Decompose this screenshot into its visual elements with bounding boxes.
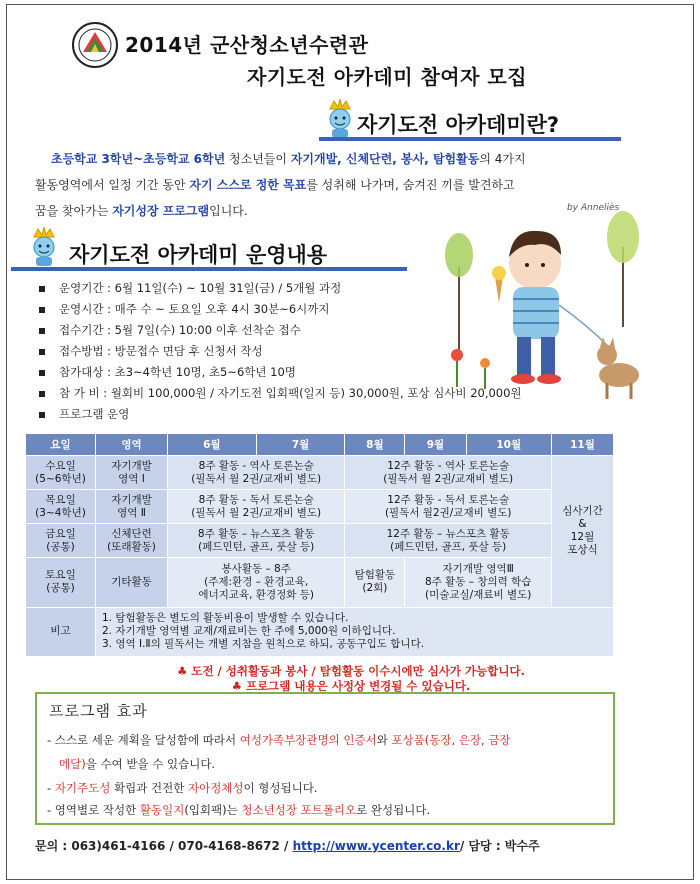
bullet-icon bbox=[39, 307, 45, 313]
effects-line-2: 메달)을 수여 받을 수 있습니다. bbox=[59, 757, 216, 771]
header-november: 11월 bbox=[552, 434, 614, 456]
row-area: 자기개발 영역 Ⅱ bbox=[96, 490, 168, 524]
effects-line-3: - 자기주도성 확립과 건전한 자아정체성이 형성됩니다. bbox=[47, 781, 318, 795]
intro-heading: 자기도전 아카데미란? bbox=[357, 113, 560, 137]
effects-line-4: - 영역별로 작성한 활동일지(입회팩)는 청소년성장 포트폴리오로 완성됩니다. bbox=[47, 803, 431, 817]
contact-info: 문의 : 063)461-4166 / 070-4168-8672 / http://www.ycenter.co.kr/ 담당 : 박수주 bbox=[35, 839, 540, 853]
note-line: 1. 탐험활동은 별도의 활동비용이 발생할 수 있습니다. bbox=[102, 612, 349, 625]
row-day: 금요일 (공통) bbox=[26, 524, 96, 558]
header-june: 6월 bbox=[168, 434, 257, 456]
intro-heading-underline bbox=[319, 137, 621, 141]
row-aug-oct: 12주 활동 - 독서 토론논술 (필독서 월2권/교재비 별도) bbox=[345, 490, 552, 524]
row-august: 탐험활동 (2회) bbox=[345, 558, 405, 607]
bullet-icon bbox=[39, 412, 45, 418]
table-header-row bbox=[26, 434, 614, 456]
center-logo-icon bbox=[71, 21, 119, 69]
title-line-1: 2014년 군산청소년수련관 bbox=[125, 33, 369, 57]
header-area: 영역 bbox=[96, 434, 168, 456]
list-item: 프로그램 운영 bbox=[31, 406, 551, 427]
effects-title: 프로그램 효과 bbox=[49, 702, 148, 720]
list-item: 운영기간 : 6월 11일(수) ~ 10월 31일(금) / 5개월 과정 bbox=[31, 280, 551, 301]
header-august: 8월 bbox=[345, 434, 405, 456]
bullet-icon bbox=[39, 286, 45, 292]
row-day: 수요일 (5~6학년) bbox=[26, 456, 96, 490]
row-day: 토요일 (공통) bbox=[26, 558, 96, 607]
bullet-icon bbox=[39, 328, 45, 334]
list-item: 접수방법 : 방문접수 면담 후 신청서 작성 bbox=[31, 343, 551, 364]
bullet-icon bbox=[39, 370, 45, 376]
header-october: 10월 bbox=[466, 434, 551, 456]
intro-line-1: 초등학교 3학년~초등학교 6학년 청소년들이 자기개발, 신체단련, 봉사, 탐험활동의 4가지 bbox=[51, 152, 526, 166]
schedule-table bbox=[25, 433, 614, 657]
row-area: 신체단련 (또래활동) bbox=[96, 524, 168, 558]
bullet-icon bbox=[39, 391, 45, 397]
intro-line-2: 활동영역에서 일정 기간 동안 자기 스스로 정한 목표를 성취해 나가며, 숨겨진 끼를 발견하고 bbox=[35, 178, 515, 192]
operations-heading-underline bbox=[11, 267, 407, 271]
list-item: 참가대상 : 초3~4학년 10명, 초5~6학년 10명 bbox=[31, 364, 551, 385]
effects-line-1: - 스스로 세운 계획을 달성함에 따라서 여성가족부장관명의 인증서와 포상품(동장, 은장, 금장 bbox=[47, 733, 511, 747]
notice-review: ♣ 도전 / 성취활동과 봉사 / 탐험활동 이수시에만 심사가 가능합니다. bbox=[177, 664, 525, 678]
header-september: 9월 bbox=[405, 434, 466, 456]
table-row bbox=[26, 558, 614, 607]
row-aug-oct: 12주 활동 – 뉴스포츠 활동 (페드민턴, 골프, 풋살 등) bbox=[345, 524, 552, 558]
header-day: 요일 bbox=[26, 434, 96, 456]
operations-list bbox=[31, 280, 551, 427]
mascot-icon bbox=[323, 99, 357, 139]
row-sep-oct: 자기개발 영역Ⅲ 8주 활동 – 창의력 학습 (미술교실/재료비 별도) bbox=[405, 558, 552, 607]
row-jun-jul: 봉사활동 – 8주 (주제:환경 – 환경교육, 에너지교육, 환경정화 등) bbox=[168, 558, 345, 607]
row-aug-oct: 12주 활동 - 역사 토론논술 (필독서 월 2권/교재비 별도) bbox=[345, 456, 552, 490]
list-item: 접수기간 : 5월 7일(수) 10:00 이후 선착순 접수 bbox=[31, 322, 551, 343]
poster bbox=[6, 4, 694, 880]
row-day: 목요일 (3~4학년) bbox=[26, 490, 96, 524]
note-line: 2. 자기개발 영역별 교재/재료비는 한 주에 5,000원 이하입니다. bbox=[102, 625, 396, 638]
program-effects-box bbox=[35, 692, 615, 825]
bullet-icon bbox=[39, 349, 45, 355]
title-line-2: 자기도전 아카데미 참여자 모집 bbox=[247, 65, 528, 89]
table-row bbox=[26, 524, 614, 558]
header-july: 7월 bbox=[256, 434, 345, 456]
row-jun-jul: 8주 활동 - 역사 토론논술 (필독서 월 2권/교재비 별도) bbox=[168, 456, 345, 490]
list-item: 참 가 비 : 월회비 100,000원 / 자기도전 입회팩(일지 등) 30,000원, 포상 심사비 20,000원 bbox=[31, 385, 551, 406]
illustration-signature: by Anneliès bbox=[567, 203, 620, 213]
table-note-row bbox=[26, 607, 614, 656]
note-label: 비고 bbox=[26, 607, 96, 656]
notice-change: ♣ 프로그램 내용은 사정상 변경될 수 있습니다. bbox=[231, 679, 471, 693]
row-jun-jul: 8주 활동 - 독서 토론논술 (필독서 월 2권/교재비 별도) bbox=[168, 490, 345, 524]
note-content bbox=[96, 607, 614, 656]
row-area: 기타활동 bbox=[96, 558, 168, 607]
row-area: 자기개발 영역 Ⅰ bbox=[96, 456, 168, 490]
row-jun-jul: 8주 활동 – 뉴스포츠 활동 (페드민턴, 골프, 풋살 등) bbox=[168, 524, 345, 558]
operations-heading: 자기도전 아카데미 운영내용 bbox=[69, 243, 328, 267]
website-link[interactable]: http://www.ycenter.co.kr bbox=[292, 839, 460, 853]
list-item: 운영시간 : 매주 수 ~ 토요일 오후 4시 30분~6시까지 bbox=[31, 301, 551, 322]
note-line: 3. 영역 Ⅰ.Ⅱ의 필독서는 개별 지참을 원칙으로 하되, 공동구입도 합니다. bbox=[102, 638, 425, 651]
mascot-icon bbox=[27, 227, 61, 267]
table-row bbox=[26, 456, 614, 490]
table-row bbox=[26, 490, 614, 524]
intro-line-3: 꿈을 찾아가는 자기성장 프로그램입니다. bbox=[35, 204, 248, 218]
november-review: 심사기간 & 12월 포상식 bbox=[552, 456, 614, 608]
